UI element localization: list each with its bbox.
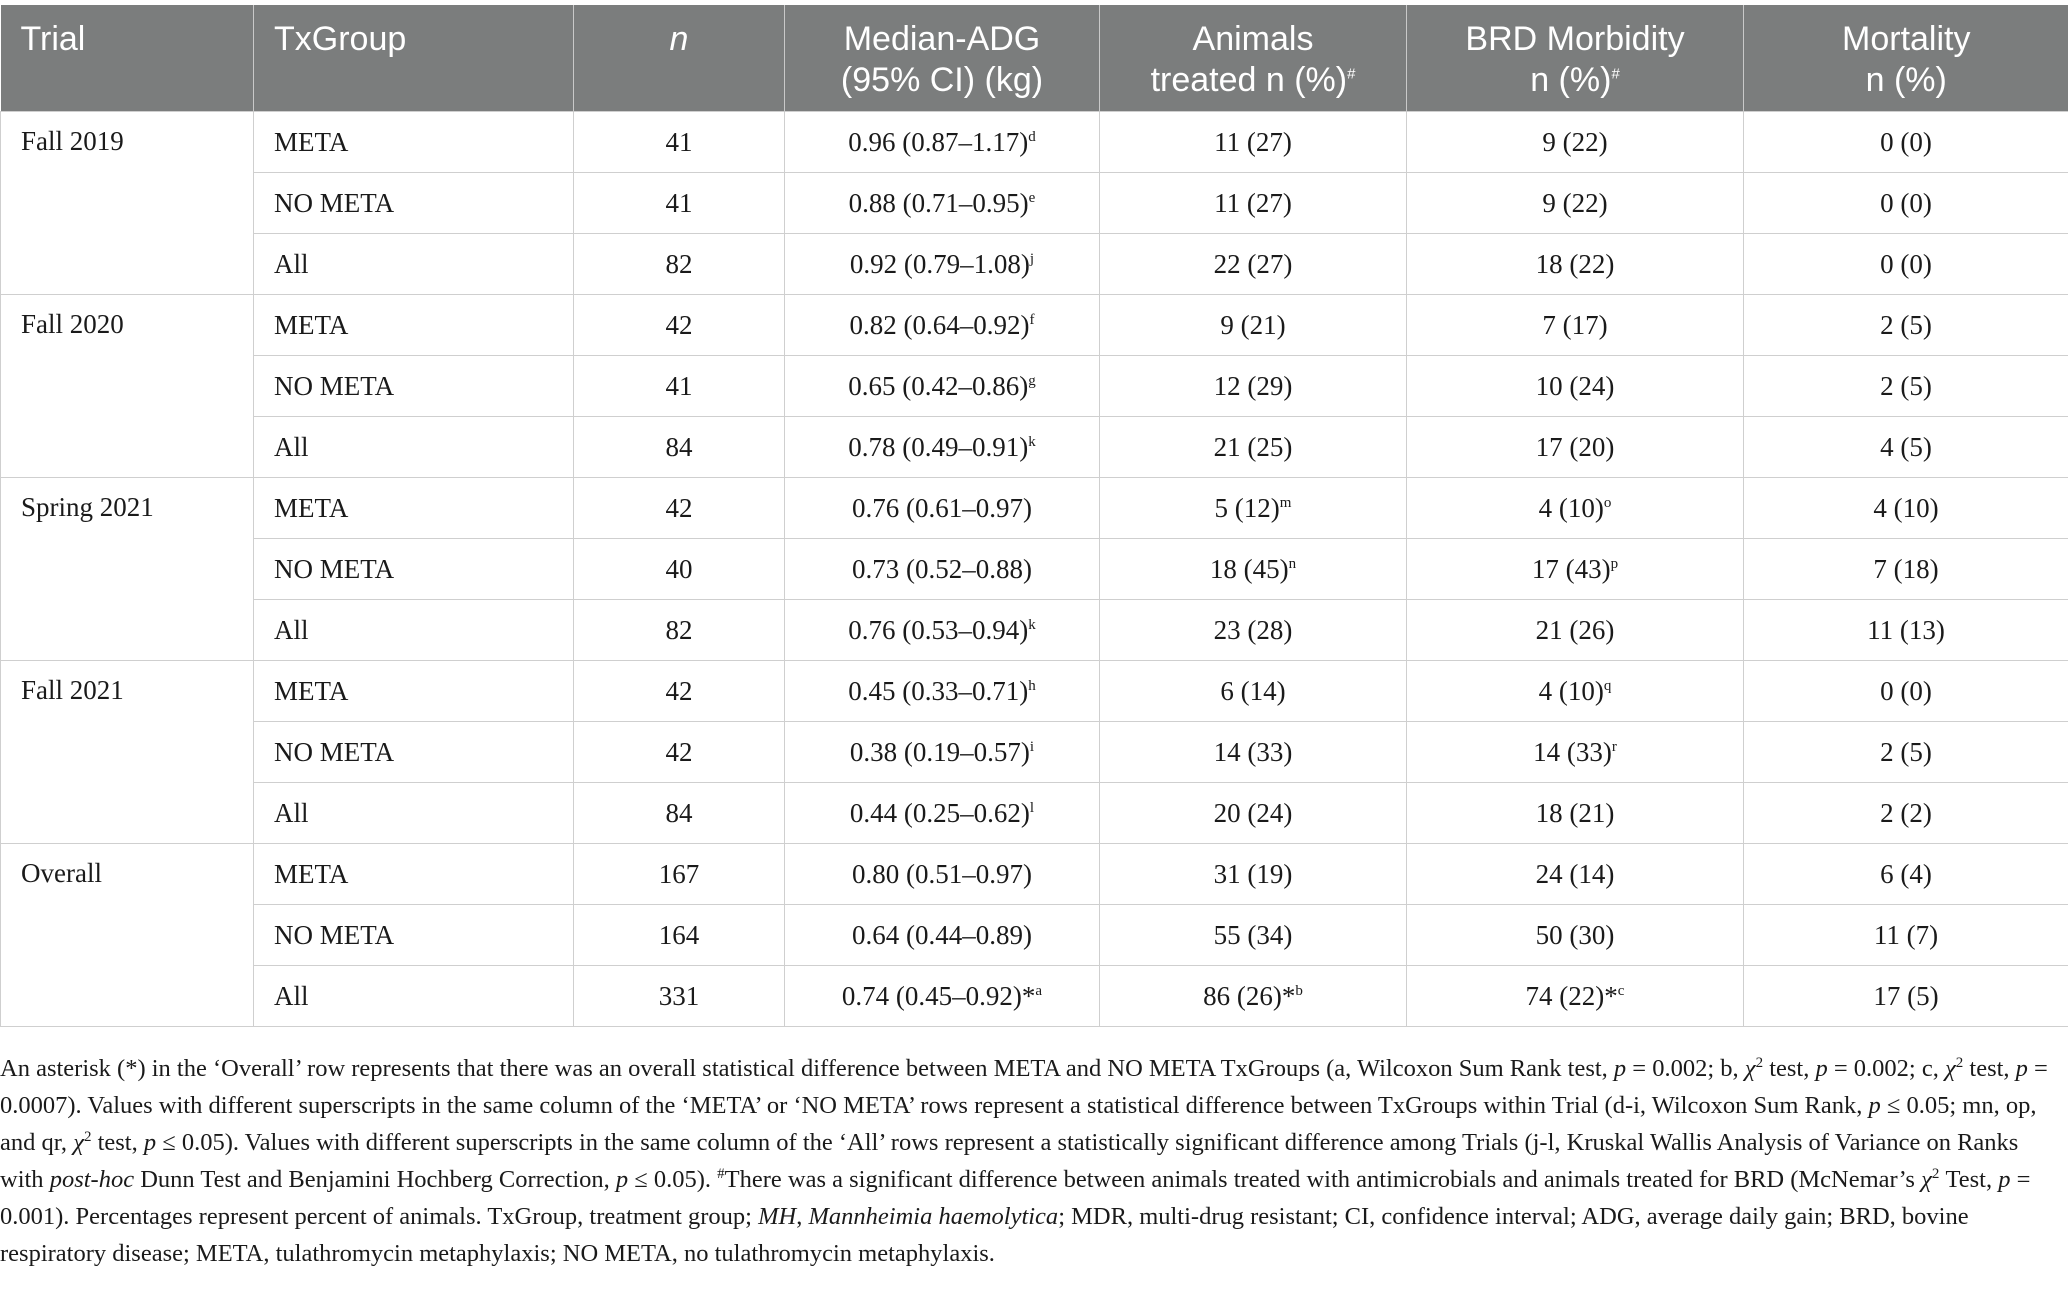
n-cell-value: 42 (665, 675, 693, 706)
animals-treated-cell-value: 22 (27) (1213, 248, 1293, 279)
median-adg-cell (785, 600, 1100, 661)
median-adg-cell-superscript: l (1029, 799, 1035, 816)
mortality-cell-value: 6 (4) (1880, 858, 1932, 889)
animals-treated-cell-value: 5 (12) (1214, 492, 1280, 523)
n-cell-value: 41 (665, 370, 693, 401)
footnote-segment: test, (1763, 1055, 1816, 1082)
table-row (1, 112, 2068, 173)
animals-treated-cell (1100, 661, 1407, 722)
mortality-cell-value: 2 (5) (1880, 736, 1932, 767)
brd-morbidity-cell (1407, 783, 1744, 844)
txgroup-cell (254, 173, 574, 234)
footnote-segment: An asterisk (*) in the ‘Overall’ row represents that there was an overall statistical difference between META and NO META TxGroups (a, Wilcoxon Sum Rank test, (0, 1055, 1614, 1082)
brd-morbidity-cell (1407, 295, 1744, 356)
mortality-cell-value: 11 (7) (1873, 919, 1939, 950)
brd-morbidity-cell-value: 9 (22) (1542, 187, 1608, 218)
brd-morbidity-cell (1407, 112, 1744, 173)
n-cell (574, 661, 785, 722)
footnote-segment: = 0.0007). Values with different superscripts in the same column of the ‘META’ or ‘NO META’ rows represent a statistical difference between TxGroups within Trial (d-i, Wilcoxon Sum Rank, (0, 1055, 2048, 1119)
mortality-cell (1744, 905, 2068, 966)
median-adg-cell-value: 0.96 (0.87–1.17) (848, 126, 1029, 157)
footnote-segment: ≤ 0.05). (628, 1166, 718, 1193)
mortality-cell (1744, 661, 2068, 722)
animals-treated-cell-value: 86 (26)* (1203, 980, 1296, 1011)
txgroup-cell-value: All (274, 248, 309, 279)
trial-name-cell: Overall (1, 844, 254, 1027)
median-adg-cell-value: 0.82 (0.64–0.92) (849, 309, 1030, 340)
brd-morbidity-cell (1407, 173, 1744, 234)
mortality-cell (1744, 173, 2068, 234)
n-cell (574, 905, 785, 966)
header-brd-line2: n (%) (1530, 61, 1612, 99)
animals-treated-cell (1100, 600, 1407, 661)
header-n: n (574, 5, 785, 112)
brd-morbidity-cell (1407, 661, 1744, 722)
footnote-segment: 2 (1755, 1054, 1764, 1071)
animals-treated-cell (1100, 844, 1407, 905)
mortality-cell-value: 4 (10) (1873, 492, 1939, 523)
median-adg-cell (785, 356, 1100, 417)
footnote-segment: Test, (1939, 1166, 1999, 1193)
results-table (0, 5, 2068, 1027)
footnote-segment: = 0.002; c, (1827, 1055, 1945, 1082)
animals-treated-cell-value: 11 (27) (1214, 126, 1292, 157)
footnote-segment: Mannheimia haemolytica (808, 1203, 1059, 1230)
median-adg-cell-value: 0.73 (0.52–0.88) (852, 553, 1032, 584)
median-adg-cell-value: 0.78 (0.49–0.91) (848, 431, 1029, 462)
mortality-cell (1744, 295, 2068, 356)
brd-morbidity-cell-value: 17 (20) (1535, 431, 1615, 462)
brd-morbidity-cell-value: 14 (33) (1533, 736, 1612, 767)
mortality-cell-value: 0 (0) (1880, 248, 1932, 279)
header-brd-mark: # (1611, 65, 1620, 83)
trial-name-cell: Fall 2020 (1, 295, 254, 478)
header-median-adg (785, 5, 1100, 112)
median-adg-cell-value: 0.80 (0.51–0.97) (852, 858, 1032, 889)
brd-morbidity-cell (1407, 417, 1744, 478)
footnote-segment: p (1815, 1055, 1828, 1082)
header-mortality (1744, 5, 2068, 112)
median-adg-cell-value: 0.65 (0.42–0.86) (848, 370, 1029, 401)
header-mort-line2: n (%) (1865, 61, 1947, 99)
animals-treated-cell-value: 20 (24) (1213, 797, 1293, 828)
footnote-segment: χ (1921, 1166, 1932, 1193)
n-cell (574, 173, 785, 234)
brd-morbidity-cell-superscript: r (1611, 738, 1617, 755)
animals-treated-cell (1100, 722, 1407, 783)
footnote-segment: ≤ 0.05; mn, op, and qr, (0, 1092, 2037, 1156)
header-trial: Trial (1, 5, 254, 112)
animals-treated-cell (1100, 478, 1407, 539)
n-cell-value: 41 (665, 126, 693, 157)
median-adg-cell-superscript: f (1029, 311, 1035, 328)
brd-morbidity-cell-value: 17 (43) (1531, 553, 1611, 584)
txgroup-cell-value: NO META (274, 736, 395, 767)
n-cell-value: 40 (665, 553, 693, 584)
header-adg-line1: Median-ADG (843, 20, 1041, 58)
median-adg-cell-value: 0.74 (0.45–0.92)* (841, 980, 1036, 1011)
header-mort-line1: Mortality (1842, 20, 1971, 58)
n-cell (574, 966, 785, 1027)
n-cell-value: 42 (665, 492, 693, 523)
mortality-cell (1744, 112, 2068, 173)
header-brd-morbidity (1407, 5, 1744, 112)
table-footnote (0, 1050, 2062, 1272)
header-treated-line1: Animals (1192, 20, 1314, 58)
animals-treated-cell-superscript: b (1295, 982, 1303, 999)
brd-morbidity-cell (1407, 966, 1744, 1027)
mortality-cell-value: 0 (0) (1880, 187, 1932, 218)
n-cell (574, 417, 785, 478)
animals-treated-cell-value: 6 (14) (1220, 675, 1286, 706)
header-treated-line2: treated n (%) (1150, 61, 1348, 99)
txgroup-cell-value: All (274, 980, 309, 1011)
footnote-segment: test, (1963, 1055, 2016, 1082)
animals-treated-cell (1100, 966, 1407, 1027)
txgroup-cell-value: All (274, 614, 309, 645)
brd-morbidity-cell (1407, 844, 1744, 905)
footnote-segment: p (1613, 1055, 1627, 1082)
txgroup-cell (254, 234, 574, 295)
mortality-cell-value: 11 (13) (1867, 614, 1945, 645)
median-adg-cell-value: 0.88 (0.71–0.95) (848, 187, 1029, 218)
median-adg-cell-superscript: a (1035, 982, 1043, 999)
median-adg-cell-value: 0.45 (0.33–0.71) (848, 675, 1029, 706)
brd-morbidity-cell-superscript: o (1603, 494, 1612, 511)
n-cell (574, 478, 785, 539)
brd-morbidity-cell-value: 74 (22)* (1525, 980, 1618, 1011)
median-adg-cell-value: 0.64 (0.44–0.89) (852, 919, 1032, 950)
median-adg-cell-superscript: g (1028, 372, 1036, 389)
txgroup-cell (254, 112, 574, 173)
mortality-cell (1744, 234, 2068, 295)
median-adg-cell-superscript: d (1028, 128, 1036, 145)
txgroup-cell (254, 905, 574, 966)
median-adg-cell-superscript: h (1028, 677, 1036, 694)
n-cell (574, 539, 785, 600)
median-adg-cell (785, 539, 1100, 600)
brd-morbidity-cell (1407, 600, 1744, 661)
txgroup-cell (254, 600, 574, 661)
footnote-segment: = 0.001). Percentages represent percent of animals. TxGroup, treatment group; (0, 1166, 2031, 1230)
txgroup-cell (254, 661, 574, 722)
animals-treated-cell-value: 18 (45) (1209, 553, 1289, 584)
mortality-cell (1744, 539, 2068, 600)
animals-treated-cell-superscript: m (1279, 494, 1292, 511)
n-cell-value: 82 (665, 248, 693, 279)
n-cell (574, 112, 785, 173)
brd-morbidity-cell (1407, 356, 1744, 417)
mortality-cell-value: 0 (0) (1880, 126, 1932, 157)
brd-morbidity-cell (1407, 905, 1744, 966)
brd-morbidity-cell-value: 4 (10) (1538, 675, 1604, 706)
mortality-cell-value: 0 (0) (1880, 675, 1932, 706)
footnote-segment: , (796, 1203, 809, 1230)
median-adg-cell (785, 661, 1100, 722)
txgroup-cell-value: NO META (274, 187, 395, 218)
mortality-cell (1744, 844, 2068, 905)
n-cell-value: 84 (665, 431, 693, 462)
mortality-cell (1744, 356, 2068, 417)
brd-morbidity-cell-value: 9 (22) (1542, 126, 1608, 157)
footnote-segment: 2 (83, 1128, 92, 1145)
n-cell-value: 41 (665, 187, 693, 218)
mortality-cell (1744, 966, 2068, 1027)
table-row (1, 905, 2068, 966)
n-cell-value: 42 (665, 736, 693, 767)
median-adg-cell (785, 234, 1100, 295)
table-row (1, 966, 2068, 1027)
animals-treated-cell (1100, 295, 1407, 356)
table-row (1, 661, 2068, 722)
brd-morbidity-cell (1407, 478, 1744, 539)
footnote-segment: p (2015, 1055, 2028, 1082)
txgroup-cell (254, 478, 574, 539)
txgroup-cell-value: NO META (274, 919, 395, 950)
table-row (1, 356, 2068, 417)
animals-treated-cell-value: 55 (34) (1213, 919, 1293, 950)
animals-treated-cell-value: 9 (21) (1220, 309, 1286, 340)
txgroup-cell-value: META (274, 858, 349, 889)
median-adg-cell-value: 0.92 (0.79–1.08) (849, 248, 1030, 279)
animals-treated-cell-value: 14 (33) (1213, 736, 1293, 767)
txgroup-cell (254, 783, 574, 844)
median-adg-cell (785, 295, 1100, 356)
brd-morbidity-cell-superscript: c (1617, 982, 1625, 999)
footnote-segment: p (1998, 1166, 2011, 1193)
mortality-cell-value: 4 (5) (1880, 431, 1932, 462)
mortality-cell-value: 2 (2) (1880, 797, 1932, 828)
footnote-segment: p (1868, 1092, 1881, 1119)
median-adg-cell (785, 966, 1100, 1027)
footnote-segment: 2 (1955, 1054, 1964, 1071)
trial-name-cell: Spring 2021 (1, 478, 254, 661)
mortality-cell-value: 2 (5) (1880, 309, 1932, 340)
header-brd-line1: BRD Morbidity (1465, 20, 1685, 58)
footnote-segment: ; MDR, multi-drug resistant; CI, confidence interval; ADG, average daily gain; BRD, bovine respiratory disease; META, tulathromycin metaphylaxis; NO META, no tulathromycin metaphylaxis. (0, 1203, 1969, 1267)
median-adg-cell-value: 0.76 (0.53–0.94) (848, 614, 1029, 645)
table-row (1, 234, 2068, 295)
median-adg-cell-value: 0.44 (0.25–0.62) (849, 797, 1030, 828)
median-adg-cell-value: 0.38 (0.19–0.57) (849, 736, 1030, 767)
n-cell-value: 167 (658, 858, 700, 889)
table-row (1, 478, 2068, 539)
brd-morbidity-cell-superscript: q (1603, 677, 1612, 694)
table-row (1, 844, 2068, 905)
animals-treated-cell-value: 31 (19) (1213, 858, 1293, 889)
mortality-cell (1744, 600, 2068, 661)
mortality-cell-value: 17 (5) (1873, 980, 1939, 1011)
footnote-segment: χ (1944, 1055, 1956, 1082)
footnote-segment: ≤ 0.05). Values with different superscripts in the same column of the ‘All’ rows represent a statistically significant difference among Trials (j-l, Kruskal Wallis Analysis of Variance on Ranks with (0, 1129, 2019, 1193)
txgroup-cell (254, 722, 574, 783)
footnote-segment: 2 (1931, 1165, 1940, 1182)
table-row (1, 539, 2068, 600)
animals-treated-cell-superscript: n (1288, 555, 1297, 572)
header-row (1, 5, 2068, 112)
animals-treated-cell-value: 23 (28) (1213, 614, 1293, 645)
median-adg-cell (785, 417, 1100, 478)
brd-morbidity-cell-value: 21 (26) (1535, 614, 1615, 645)
footnote-segment: test, (91, 1129, 144, 1156)
n-cell (574, 783, 785, 844)
brd-morbidity-cell-value: 7 (17) (1542, 309, 1608, 340)
txgroup-cell-value: All (274, 797, 309, 828)
n-cell-value: 331 (658, 980, 700, 1011)
median-adg-cell (785, 173, 1100, 234)
trial-name-cell: Fall 2021 (1, 661, 254, 844)
table-row (1, 173, 2068, 234)
n-cell (574, 844, 785, 905)
table-body (1, 112, 2068, 1027)
median-adg-cell-superscript: i (1029, 738, 1035, 755)
footnote-segment: p (615, 1166, 629, 1193)
median-adg-cell-superscript: e (1028, 189, 1036, 206)
median-adg-cell (785, 844, 1100, 905)
brd-morbidity-cell-superscript: p (1610, 555, 1619, 572)
table-row (1, 722, 2068, 783)
median-adg-cell (785, 112, 1100, 173)
txgroup-cell (254, 295, 574, 356)
table-row (1, 783, 2068, 844)
n-cell-value: 82 (665, 614, 693, 645)
footnote-segment: χ (73, 1129, 84, 1156)
animals-treated-cell (1100, 417, 1407, 478)
txgroup-cell-value: META (274, 309, 349, 340)
header-adg-line2: (95% CI) (kg) (840, 61, 1044, 99)
median-adg-cell (785, 478, 1100, 539)
txgroup-cell-value: META (274, 492, 349, 523)
animals-treated-cell (1100, 356, 1407, 417)
trial-name-cell: Fall 2019 (1, 112, 254, 295)
footnote-segment: = 0.002; b, (1626, 1055, 1745, 1082)
brd-morbidity-cell (1407, 722, 1744, 783)
header-treated-mark: # (1347, 65, 1356, 83)
animals-treated-cell-value: 11 (27) (1214, 187, 1292, 218)
brd-morbidity-cell-value: 10 (24) (1535, 370, 1615, 401)
txgroup-cell-value: NO META (274, 370, 395, 401)
median-adg-cell (785, 783, 1100, 844)
animals-treated-cell-value: 21 (25) (1213, 431, 1293, 462)
header-animals-treated (1100, 5, 1407, 112)
n-cell-value: 84 (665, 797, 693, 828)
mortality-cell (1744, 417, 2068, 478)
footnote-segment: p (143, 1129, 157, 1156)
footnote-segment: MH (758, 1203, 797, 1230)
median-adg-cell-superscript: j (1029, 250, 1035, 267)
footnote-segment: Dunn Test and Benjamini Hochberg Correction, (134, 1166, 616, 1193)
table-row (1, 600, 2068, 661)
mortality-cell-value: 7 (18) (1873, 553, 1939, 584)
n-cell-value: 42 (665, 309, 693, 340)
txgroup-cell (254, 417, 574, 478)
txgroup-cell-value: All (274, 431, 309, 462)
brd-morbidity-cell (1407, 539, 1744, 600)
animals-treated-cell (1100, 905, 1407, 966)
median-adg-cell-superscript: k (1028, 616, 1036, 633)
txgroup-cell (254, 844, 574, 905)
footnote-segment: There was a significant difference between animals treated with antimicrobials and animals treated for BRD (McNemar’s (724, 1166, 1922, 1193)
median-adg-cell-value: 0.76 (0.61–0.97) (852, 492, 1032, 523)
median-adg-cell (785, 722, 1100, 783)
animals-treated-cell (1100, 173, 1407, 234)
mortality-cell (1744, 722, 2068, 783)
brd-morbidity-cell-value: 4 (10) (1538, 492, 1604, 523)
animals-treated-cell (1100, 112, 1407, 173)
n-cell (574, 295, 785, 356)
n-cell (574, 234, 785, 295)
txgroup-cell (254, 539, 574, 600)
animals-treated-cell-value: 12 (29) (1213, 370, 1293, 401)
n-cell (574, 600, 785, 661)
brd-morbidity-cell-value: 18 (22) (1535, 248, 1615, 279)
footnote-segment: post-hoc (49, 1166, 135, 1193)
txgroup-cell-value: META (274, 126, 349, 157)
mortality-cell (1744, 783, 2068, 844)
header-txgroup: TxGroup (254, 5, 574, 112)
mortality-cell-value: 2 (5) (1880, 370, 1932, 401)
brd-morbidity-cell-value: 18 (21) (1535, 797, 1615, 828)
animals-treated-cell (1100, 783, 1407, 844)
txgroup-cell-value: META (274, 675, 349, 706)
median-adg-cell (785, 905, 1100, 966)
txgroup-cell (254, 966, 574, 1027)
mortality-cell (1744, 478, 2068, 539)
n-cell (574, 356, 785, 417)
n-cell-value: 164 (658, 919, 700, 950)
table-row (1, 295, 2068, 356)
footnote-segment: # (717, 1165, 725, 1182)
txgroup-cell (254, 356, 574, 417)
table-row (1, 417, 2068, 478)
brd-morbidity-cell-value: 50 (30) (1535, 919, 1615, 950)
txgroup-cell-value: NO META (274, 553, 395, 584)
brd-morbidity-cell (1407, 234, 1744, 295)
animals-treated-cell (1100, 234, 1407, 295)
footnote-segment: χ (1744, 1055, 1756, 1082)
animals-treated-cell (1100, 539, 1407, 600)
brd-morbidity-cell-value: 24 (14) (1535, 858, 1615, 889)
n-cell (574, 722, 785, 783)
median-adg-cell-superscript: k (1028, 433, 1036, 450)
